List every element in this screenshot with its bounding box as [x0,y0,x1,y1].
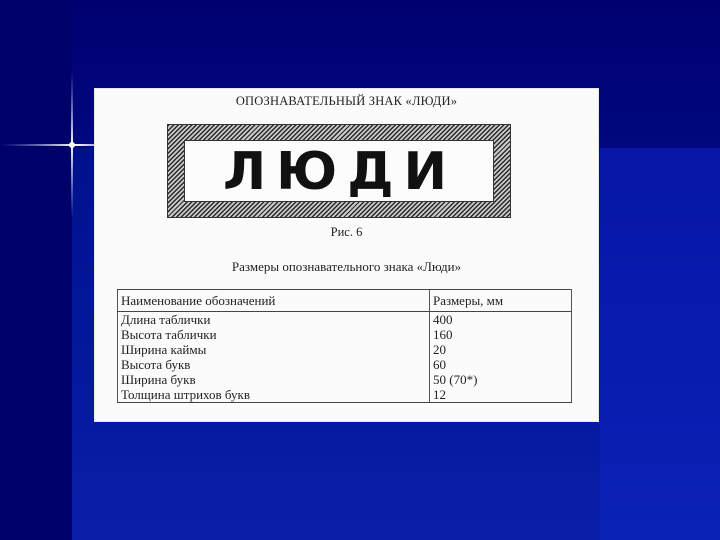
row-value: 160 [430,327,572,342]
background-left-band [0,0,72,540]
scanned-document [94,88,599,422]
table-header-row [118,290,572,312]
row-value: 12 [430,387,572,403]
row-label: Высота таблички [118,327,430,342]
background-right-block [600,148,720,540]
table-row [118,327,572,342]
header-designation: Наименование обозначений [118,290,430,312]
header-size: Размеры, мм [430,290,572,312]
row-value: 50 (70*) [430,372,572,387]
table-row [118,312,572,328]
figure-caption: Рис. 6 [330,225,363,239]
table-row [118,387,572,403]
document-heading: ОПОЗНАВАТЕЛЬНЫЙ ЗНАК «ЛЮДИ» [235,94,458,108]
sign-hatched-border [167,124,511,218]
row-value: 60 [430,357,572,372]
table-title: Размеры опознавательного знака «Люди» [231,259,462,274]
table-row [118,357,572,372]
table-row [118,342,572,357]
table-row [118,372,572,387]
row-label: Длина таблички [118,312,430,328]
row-label: Толщина штрихов букв [118,387,430,403]
row-label: Ширина букв [118,372,430,387]
row-label: Высота букв [118,357,430,372]
sign-plate [184,140,494,202]
dimensions-table [117,289,572,403]
row-label: Ширина каймы [118,342,430,357]
row-value: 20 [430,342,572,357]
row-value: 400 [430,312,572,328]
sign-text: ЛЮДИ [222,142,458,202]
